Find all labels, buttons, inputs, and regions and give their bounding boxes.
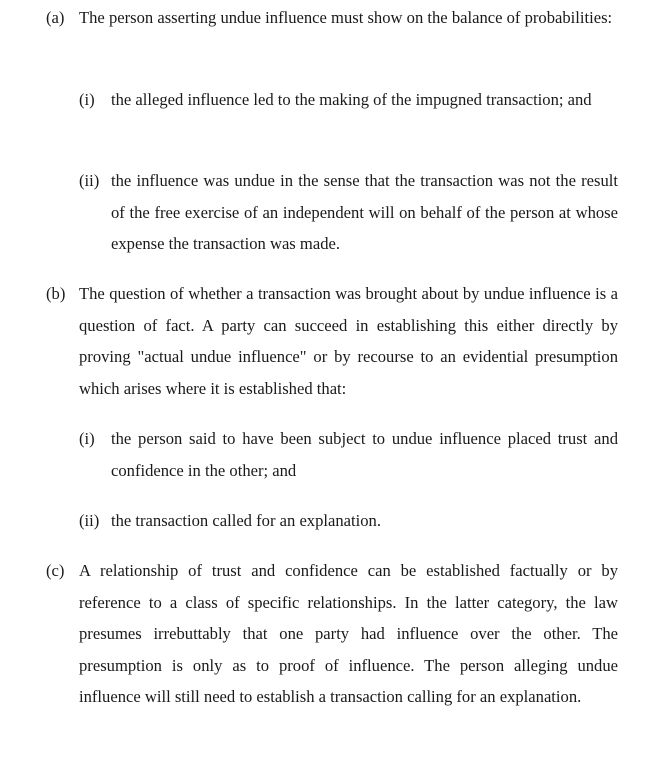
- paragraph-b-item-i-label: (i): [79, 429, 95, 448]
- paragraph-a-item-ii-text: the influence was undue in the sense that the transaction was not the result of the free exercise of an independent will on behalf of the person at whose expense the transaction was made.: [111, 171, 618, 253]
- paragraph-a-text: The person asserting undue influence must show on the balance of probabilities:: [79, 8, 613, 27]
- paragraph-a-item-i-label: (i): [79, 90, 95, 109]
- paragraph-b-text: The question of whether a transaction was brought about by undue influence is a question of fact. A party can succeed in establishing this either directly by proving "actual undue influence" or by recourse to an evidential presumption which arises where it is established that:: [79, 284, 618, 398]
- paragraph-b-item-ii-label: (ii): [79, 511, 100, 530]
- paragraph-c-text: A relationship of trust and confidence can be established factually or by reference to a class of specific relationships. In the latter category, the law presumes irrebuttably that one party had influence over the other. The presumption is only as to proof of influence. The person alleging undue influence will still need to establish a transaction calling for an explanation.: [79, 561, 618, 706]
- paragraph-b-item-i-text: the person said to have been subject to undue influence placed trust and confidence in the other; and: [111, 429, 618, 480]
- paragraph-b-item-ii-text: the transaction called for an explanation.: [111, 511, 381, 530]
- paragraph-a-item-i-text: the alleged influence led to the making of the impugned transaction; and: [111, 90, 592, 109]
- paragraph-a-label: (a): [46, 8, 65, 27]
- paragraph-c-label: (c): [46, 561, 65, 580]
- paragraph-a-item-ii-label: (ii): [79, 171, 100, 190]
- paragraph-b-label: (b): [46, 284, 66, 303]
